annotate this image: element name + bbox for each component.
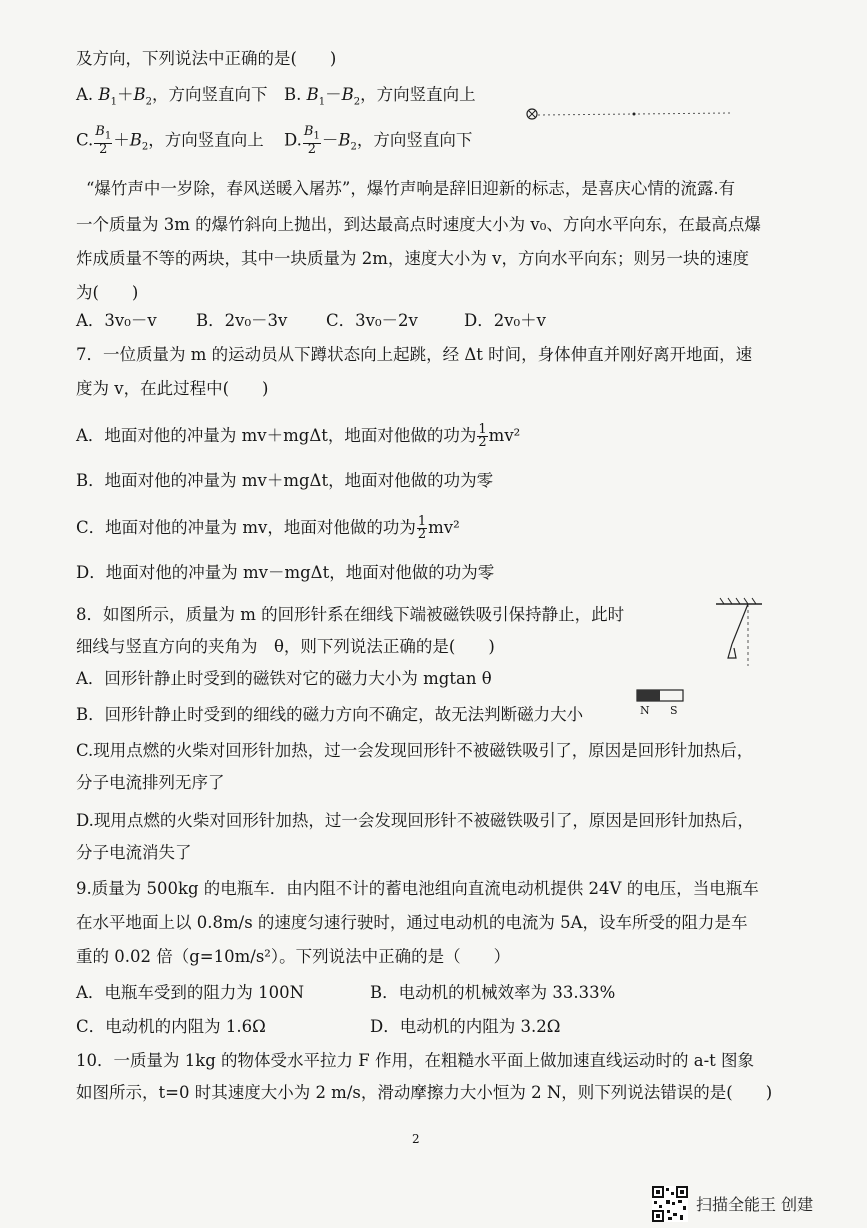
- q5-option-c[interactable]: C. $\frac{B_1}{2}$ $+B_2$，方向竖直向上: [76, 124, 264, 157]
- q8-option-d-line-2: 分子电流消失了: [76, 843, 192, 862]
- option-label: D.: [284, 130, 302, 150]
- q10-stem-line-1: 10．一质量为 1kg 的物体受水平拉力 F 作用，在粗糙水平面上做加速直线运动时的 a-t 图象: [76, 1051, 755, 1070]
- option-label: C.: [76, 130, 94, 150]
- q5-option-a[interactable]: A. $B_1+B_2$，方向竖直向下: [76, 85, 268, 108]
- magnet-north-label: N: [640, 704, 650, 717]
- q10-stem-line-2: 如图所示，t=0 时其速度大小为 2 m/s，滑动摩擦力大小恒为 2 N，则下列说法错误的是( ): [76, 1083, 773, 1102]
- q9-stem-line-2: 在水平地面上以 0.8m/s 的速度匀速行驶时，通过电动机的电流为 5A，设车所受的阻力是车: [76, 913, 748, 932]
- q8-option-a[interactable]: A．回形针静止时受到的磁铁对它的磁力大小为 mgtan θ: [76, 669, 492, 688]
- q7-option-a[interactable]: A．地面对他的冲量为 mv＋mgΔt，地面对他做的功为 $\frac{1}{2}$ mv²: [76, 422, 521, 450]
- hanging-clip-figure: [712, 596, 768, 672]
- q8-option-b[interactable]: B．回形针静止时受到的细线的磁力方向不确定，故无法判断磁力大小: [76, 705, 584, 724]
- q6-option-b[interactable]: B．2v₀－3v: [196, 311, 288, 330]
- option-text: ，方向竖直向下: [151, 85, 268, 104]
- q9-option-c[interactable]: C．电动机的内阻为 1.6Ω: [76, 1017, 266, 1036]
- q6-option-c[interactable]: C．3v₀－2v: [326, 311, 418, 330]
- option-text: ，方向竖直向上: [360, 85, 476, 104]
- wire-figure: [524, 104, 736, 124]
- q5-option-b[interactable]: B. $B_1-B_2$，方向竖直向上: [284, 85, 476, 108]
- q9-option-d[interactable]: D．电动机的内阻为 3.2Ω: [370, 1017, 561, 1036]
- q8-option-c-line-2: 分子电流排列无序了: [76, 773, 225, 792]
- q7-stem-line-1: 7．一位质量为 m 的运动员从下蹲状态向上起跳，经 Δt 时间，身体伸直并刚好离开地面，速: [76, 345, 753, 364]
- q6-option-d[interactable]: D．2v₀＋v: [464, 311, 546, 330]
- option-label: A.: [76, 85, 94, 104]
- q7-option-c[interactable]: C．地面对他的冲量为 mv，地面对他做的功为 $\frac{1}{2}$ mv²: [76, 514, 460, 542]
- q9-option-a[interactable]: A．电瓶车受到的阻力为 100N: [76, 983, 305, 1002]
- q7-option-b[interactable]: B．地面对他的冲量为 mv＋mgΔt，地面对他做的功为零: [76, 471, 494, 490]
- q9-option-b[interactable]: B．电动机的机械效率为 33.33%: [370, 983, 616, 1002]
- q8-stem-line-2: 细线与竖直方向的夹角为 θ，则下列说法正确的是( ): [76, 637, 495, 656]
- scanner-watermark: 扫描全能王 创建: [696, 1195, 814, 1214]
- q5-option-d[interactable]: D. $\frac{B_1}{2}$ $-B_2$，方向竖直向下: [284, 124, 473, 157]
- magnet-south-label: S: [670, 704, 678, 717]
- option-label: B.: [284, 85, 302, 104]
- q8-option-d-line-1[interactable]: D.现用点燃的火柴对回形针加热，过一会发现回形针不被磁铁吸引了，原因是回形针加热后，: [76, 811, 754, 830]
- bar-magnet-icon: [636, 688, 686, 704]
- q6-option-a[interactable]: A．3v₀－v: [76, 311, 157, 330]
- q5-stem-tail: 及方向，下列说法中正确的是( ): [76, 49, 337, 68]
- q8-stem-line-1: 8．如图所示，质量为 m 的回形针系在细线下端被磁铁吸引保持静止，此时: [76, 605, 625, 624]
- option-text: ，方向竖直向上: [148, 130, 264, 150]
- page-number: 2: [412, 1132, 420, 1146]
- q8-option-c-line-1[interactable]: C.现用点燃的火柴对回形针加热，过一会发现回形针不被磁铁吸引了，原因是回形针加热后，: [76, 741, 754, 760]
- q9-stem-line-1: 9.质量为 500kg 的电瓶车．由内阻不计的蓄电池组向直流电动机提供 24V 的电压，当电瓶车: [76, 879, 759, 898]
- option-text: ，方向竖直向下: [356, 130, 473, 150]
- q6-stem-line-2: 一个质量为 3m 的爆竹斜向上抛出，到达最高点时速度大小为 v₀、方向水平向东，在最高点爆: [76, 215, 761, 234]
- q7-option-d[interactable]: D．地面对他的冲量为 mv－mgΔt，地面对他做的功为零: [76, 563, 495, 582]
- q6-stem-line-3: 炸成质量不等的两块，其中一块质量为 2m，速度大小为 v，方向水平向东；则另一块的速度: [76, 249, 749, 268]
- qr-code-icon: [652, 1186, 688, 1222]
- q6-stem-line-4: 为( ): [76, 283, 139, 302]
- q6-stem-line-1: “爆竹声中一岁除，春风送暖入屠苏”，爆竹声响是辞旧迎新的标志，是喜庆心情的流露.有: [86, 179, 736, 198]
- q9-stem-line-3: 重的 0.02 倍（g=10m/s²）。下列说法中正确的是（ ）: [76, 947, 511, 966]
- q7-stem-line-2: 度为 v，在此过程中( ): [76, 379, 269, 398]
